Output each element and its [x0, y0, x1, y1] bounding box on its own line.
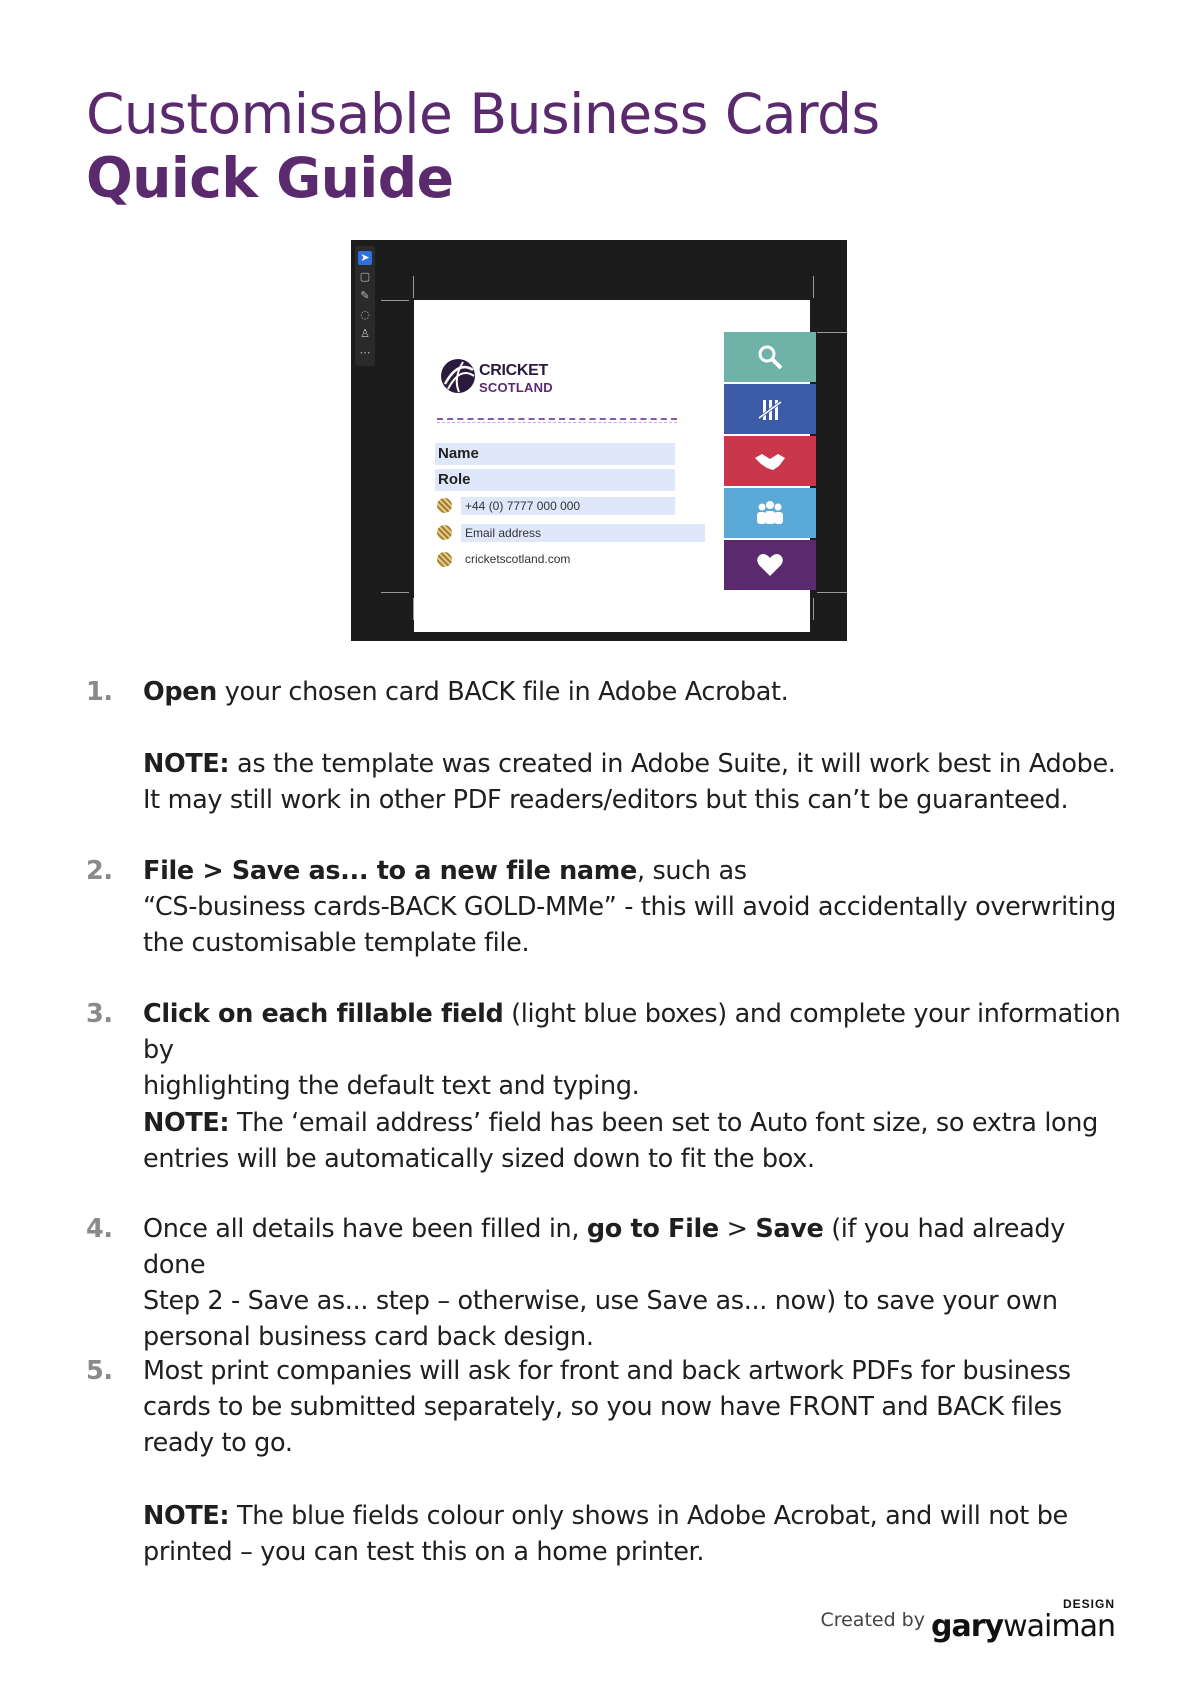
step-text: the customisable template file.	[143, 928, 530, 958]
brand-light: waiman	[1003, 1609, 1115, 1644]
note-text: as the template was created in Adobe Suite, it will work best in Adobe.	[229, 749, 1116, 779]
footer-credit	[795, 1595, 1115, 1645]
note-3	[143, 1498, 1123, 1570]
phone-icon	[437, 498, 452, 513]
step-text: Step 2 - Save as... step – otherwise, use Save as... now) to save your own	[143, 1286, 1058, 1316]
step-number: 3.	[86, 999, 113, 1029]
comment-tool-icon: ▢	[359, 270, 371, 283]
dashed-divider	[437, 418, 677, 420]
page-title	[86, 82, 880, 210]
note-label: NOTE:	[143, 749, 230, 779]
step-text: personal business card back design.	[143, 1322, 594, 1352]
stamp-tool-icon: ♙	[360, 327, 370, 340]
title-line-2: Quick Guide	[86, 146, 454, 210]
step-text: (if you had already done	[143, 1214, 1065, 1280]
tile-people	[724, 488, 816, 538]
crop-mark	[413, 598, 414, 620]
note-text: The blue fields colour only shows in Adobe Acrobat, and will not be	[229, 1501, 1068, 1531]
step-text: , such as	[636, 856, 747, 886]
step-number: 2.	[86, 856, 113, 886]
business-card-back	[414, 300, 810, 632]
step-bold: File > Save as... to a new file name	[143, 856, 637, 886]
step-text: Once all details have been filled in,	[143, 1214, 587, 1244]
step-number: 5.	[86, 1356, 113, 1386]
tool-strip	[355, 246, 375, 366]
brand-bold: gary	[931, 1609, 1004, 1644]
crop-mark	[413, 276, 414, 298]
note-text: The ‘email address’ field has been set to Auto font size, so extra long	[229, 1108, 1098, 1138]
tile-search	[724, 332, 816, 382]
step-text: ready to go.	[143, 1428, 293, 1458]
crop-mark	[381, 300, 409, 301]
tile-heart	[724, 540, 816, 590]
step-5	[86, 1353, 1126, 1461]
note-label: NOTE:	[143, 1108, 230, 1138]
step-text: “CS-business cards-BACK GOLD-MMe” - this will avoid accidentally overwriting	[143, 892, 1116, 922]
crop-mark	[817, 332, 847, 333]
step-text: >	[718, 1214, 756, 1244]
handshake-icon	[753, 446, 787, 476]
cricket-scotland-logo	[439, 356, 569, 400]
website-text: cricketscotland.com	[465, 552, 571, 566]
step-bold: Save	[755, 1214, 824, 1244]
heart-icon	[755, 550, 785, 580]
crop-mark	[813, 598, 814, 620]
note-text: It may still work in other PDF readers/editors but this can’t be guaranteed.	[143, 785, 1069, 815]
note-text: entries will be automatically sized down to fit the box.	[143, 1144, 815, 1174]
step-4	[86, 1211, 1126, 1355]
step-text: Most print companies will ask for front and back artwork PDFs for business	[143, 1356, 1071, 1386]
role-field[interactable]: Role	[435, 469, 675, 491]
web-icon	[437, 552, 452, 567]
note-text: printed – you can test this on a home printer.	[143, 1537, 705, 1567]
cricket-stumps-icon	[755, 394, 785, 424]
created-by-text: Created by	[820, 1609, 925, 1631]
brand-logo	[931, 1609, 1115, 1644]
crop-mark	[381, 592, 409, 593]
step-number: 4.	[86, 1214, 113, 1244]
magnifier-icon	[755, 342, 785, 372]
email-icon	[437, 525, 452, 540]
note-1	[143, 746, 1123, 818]
step-text: (light blue boxes) and complete your information by	[143, 999, 1121, 1065]
email-field[interactable]: Email address	[461, 524, 705, 542]
lasso-tool-icon: ◌	[360, 308, 370, 321]
step-text: your chosen card BACK file in Adobe Acrobat.	[216, 677, 789, 707]
group-people-icon	[753, 498, 787, 528]
more-tools-icon: ⋯	[359, 346, 371, 359]
step-bold: Click on each fillable field	[143, 999, 504, 1029]
step-1	[86, 674, 1126, 710]
step-text: cards to be submitted separately, so you now have FRONT and BACK files	[143, 1392, 1062, 1422]
dashed-divider-2	[437, 422, 677, 423]
logo-text-scotland: SCOTLAND	[479, 380, 553, 395]
step-number: 1.	[86, 677, 113, 707]
name-field[interactable]: Name	[435, 443, 675, 465]
crop-mark	[817, 592, 847, 593]
acrobat-screenshot	[351, 240, 847, 641]
phone-field[interactable]: +44 (0) 7777 000 000	[461, 497, 675, 515]
cricket-ball-logo-icon	[439, 356, 477, 396]
tile-stumps	[724, 384, 816, 434]
step-bold: go to File	[586, 1214, 719, 1244]
brand-design-tag: DESIGN	[1062, 1597, 1115, 1611]
select-tool-icon: ➤	[358, 251, 372, 265]
step-text: highlighting the default text and typing.	[143, 1071, 640, 1101]
title-line-1: Customisable Business Cards	[86, 82, 880, 146]
pen-tool-icon: ✎	[360, 289, 370, 302]
note-2	[143, 1105, 1123, 1177]
logo-text-cricket: CRICKET	[479, 362, 549, 379]
step-bold: Open	[143, 677, 217, 707]
tile-handshake	[724, 436, 816, 486]
step-2	[86, 853, 1126, 961]
crop-mark	[813, 276, 814, 298]
note-label: NOTE:	[143, 1501, 230, 1531]
step-3	[86, 996, 1126, 1104]
